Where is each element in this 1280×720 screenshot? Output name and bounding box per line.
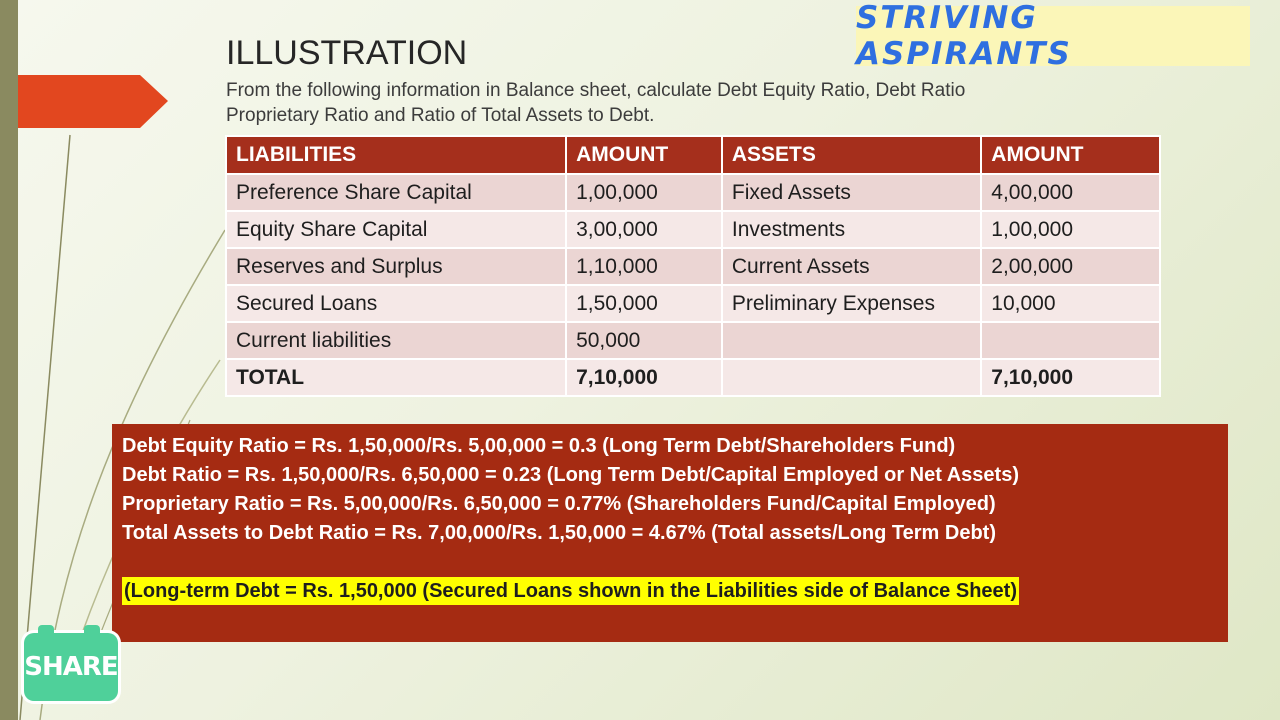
table-row [226,211,1160,248]
cell-asset: Preliminary Expenses [722,285,981,322]
cell-liability-amount: 1,10,000 [566,248,722,285]
total-assets-amount: 7,10,000 [981,359,1160,396]
long-term-debt-note: (Long-term Debt = Rs. 1,50,000 (Secured Loans shown in the Liabilities side of Balance Sheet) [122,577,1019,605]
cell-asset-amount: 10,000 [981,285,1160,322]
table-row [226,248,1160,285]
header-liabilities: LIABILITIES [226,136,566,174]
intro-text [226,78,1186,128]
table-row [226,174,1160,211]
cell-asset: Fixed Assets [722,174,981,211]
total-assets-to-debt-line: Total Assets to Debt Ratio = Rs. 7,00,000/Rs. 1,50,000 = 4.67% (Total assets/Long Term Debt) [122,522,997,544]
cell-liability: Equity Share Capital [226,211,566,248]
cell-liability-amount: 1,50,000 [566,285,722,322]
cell-asset: Current Assets [722,248,981,285]
cell-asset-amount: 4,00,000 [981,174,1160,211]
debt-ratio-line: Debt Ratio = Rs. 1,50,000/Rs. 6,50,000 = 0.23 (Long Term Debt/Capital Employed or Net Assets) [122,464,1019,486]
debt-equity-ratio-line: Debt Equity Ratio = Rs. 1,50,000/Rs. 5,00,000 = 0.3 (Long Term Debt/Shareholders Fund) [122,435,956,457]
brand-text: STRIVING ASPIRANTS [856,0,1072,72]
share-button[interactable] [24,633,118,701]
slide-title: ILLUSTRATION [226,34,468,72]
table-row [226,285,1160,322]
cell-asset: Investments [722,211,981,248]
cell-asset [722,322,981,359]
header-amount-assets: AMOUNT [981,136,1160,174]
header-amount-liabilities: AMOUNT [566,136,722,174]
share-ear-left-icon [38,625,54,637]
title-arrow-shape [18,75,168,128]
cell-liability: Reserves and Surplus [226,248,566,285]
share-ear-right-icon [84,625,100,637]
total-liabilities-amount: 7,10,000 [566,359,722,396]
total-asset-label [722,359,981,396]
cell-liability-amount: 3,00,000 [566,211,722,248]
cell-liability: Secured Loans [226,285,566,322]
proprietary-ratio-line: Proprietary Ratio = Rs. 5,00,000/Rs. 6,50,000 = 0.77% (Shareholders Fund/Capital Employed) [122,493,996,515]
cell-liability: Current liabilities [226,322,566,359]
cell-liability-amount: 50,000 [566,322,722,359]
intro-line-1: From the following information in Balance sheet, calculate Debt Equity Ratio, Debt Ratio [226,80,966,101]
cell-liability: Preference Share Capital [226,174,566,211]
cell-liability-amount: 1,00,000 [566,174,722,211]
table-total-row [226,359,1160,396]
solution-box [112,424,1228,642]
header-assets: ASSETS [722,136,981,174]
total-label: TOTAL [226,359,566,396]
intro-line-2: Proprietary Ratio and Ratio of Total Assets to Debt. [226,105,655,126]
table-row [226,322,1160,359]
cell-asset-amount: 1,00,000 [981,211,1160,248]
brand-banner [856,0,1250,72]
share-label: SHARE [24,652,118,682]
cell-asset-amount: 2,00,000 [981,248,1160,285]
balance-sheet-table [225,135,1161,397]
cell-asset-amount [981,322,1160,359]
table-header-row [226,136,1160,174]
